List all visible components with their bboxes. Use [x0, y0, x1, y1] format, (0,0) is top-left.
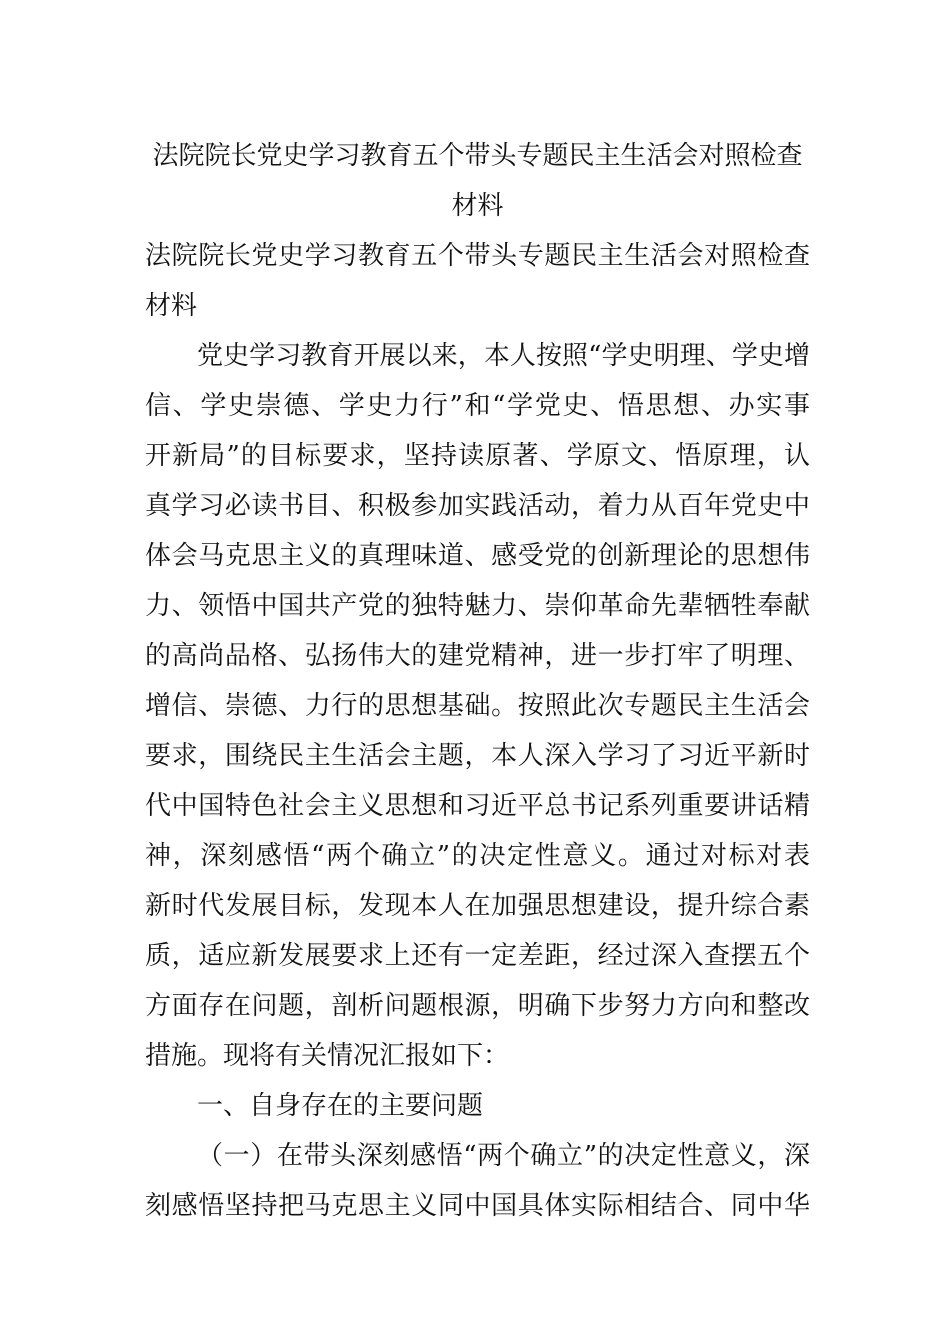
intro-line: 方面存在问题，剖析问题根源，明确下步努力方向和整改 — [145, 991, 810, 1021]
intro-paragraph — [145, 331, 810, 1081]
intro-line: 神，深刻感悟“两个确立”的决定性意义。通过对标对表 — [145, 841, 810, 871]
intro-line: 的高尚品格、弘扬伟大的建党精神，进一步打牢了明理、 — [145, 641, 810, 671]
subsection-line: 刻感悟坚持把马克思主义同中国具体实际相结合、同中华 — [145, 1191, 810, 1221]
intro-line: 新时代发展目标，发现本人在加强思想建设，提升综合素 — [145, 891, 810, 921]
intro-line: 开新局”的目标要求，坚持读原著、学原文、悟原理，认 — [145, 441, 810, 471]
document-page — [145, 131, 810, 1231]
intro-line: 党史学习教育开展以来，本人按照“学史明理、学史增 — [197, 341, 810, 371]
title-line-1: 法院院长党史学习教育五个带头专题民主生活会对照检查 — [152, 141, 803, 171]
intro-line: 增信、崇德、力行的思想基础。按照此次专题民主生活会 — [145, 691, 810, 721]
intro-line: 代中国特色社会主义思想和习近平总书记系列重要讲话精 — [145, 791, 810, 821]
subsection-paragraph — [145, 1131, 810, 1231]
intro-line: 体会马克思主义的真理味道、感受党的创新理论的思想伟 — [145, 541, 810, 571]
subsection-line: （一）在带头深刻感悟“两个确立”的决定性意义，深 — [197, 1141, 810, 1171]
repeated-title — [145, 231, 810, 331]
intro-line: 信、学史崇德、学史力行”和“学党史、悟思想、办实事 — [145, 391, 810, 421]
intro-line: 质，适应新发展要求上还有一定差距，经过深入查摆五个 — [145, 941, 810, 971]
title-line-2: 材料 — [451, 191, 504, 221]
repeated-title-line-1: 法院院长党史学习教育五个带头专题民主生活会对照检查 — [145, 241, 810, 271]
intro-line: 真学习必读书目、积极参加实践活动，着力从百年党史中 — [145, 491, 810, 521]
section-heading — [145, 1081, 810, 1131]
document-title — [145, 131, 810, 231]
intro-line: 力、领悟中国共产党的独特魅力、崇仰革命先辈牺牲奉献 — [145, 591, 810, 621]
section-heading-text: 一、自身存在的主要问题 — [197, 1091, 484, 1121]
repeated-title-line-2: 材料 — [145, 291, 198, 321]
intro-line: 措施。现将有关情况汇报如下： — [145, 1041, 510, 1071]
intro-line: 要求，围绕民主生活会主题，本人深入学习了习近平新时 — [145, 741, 810, 771]
